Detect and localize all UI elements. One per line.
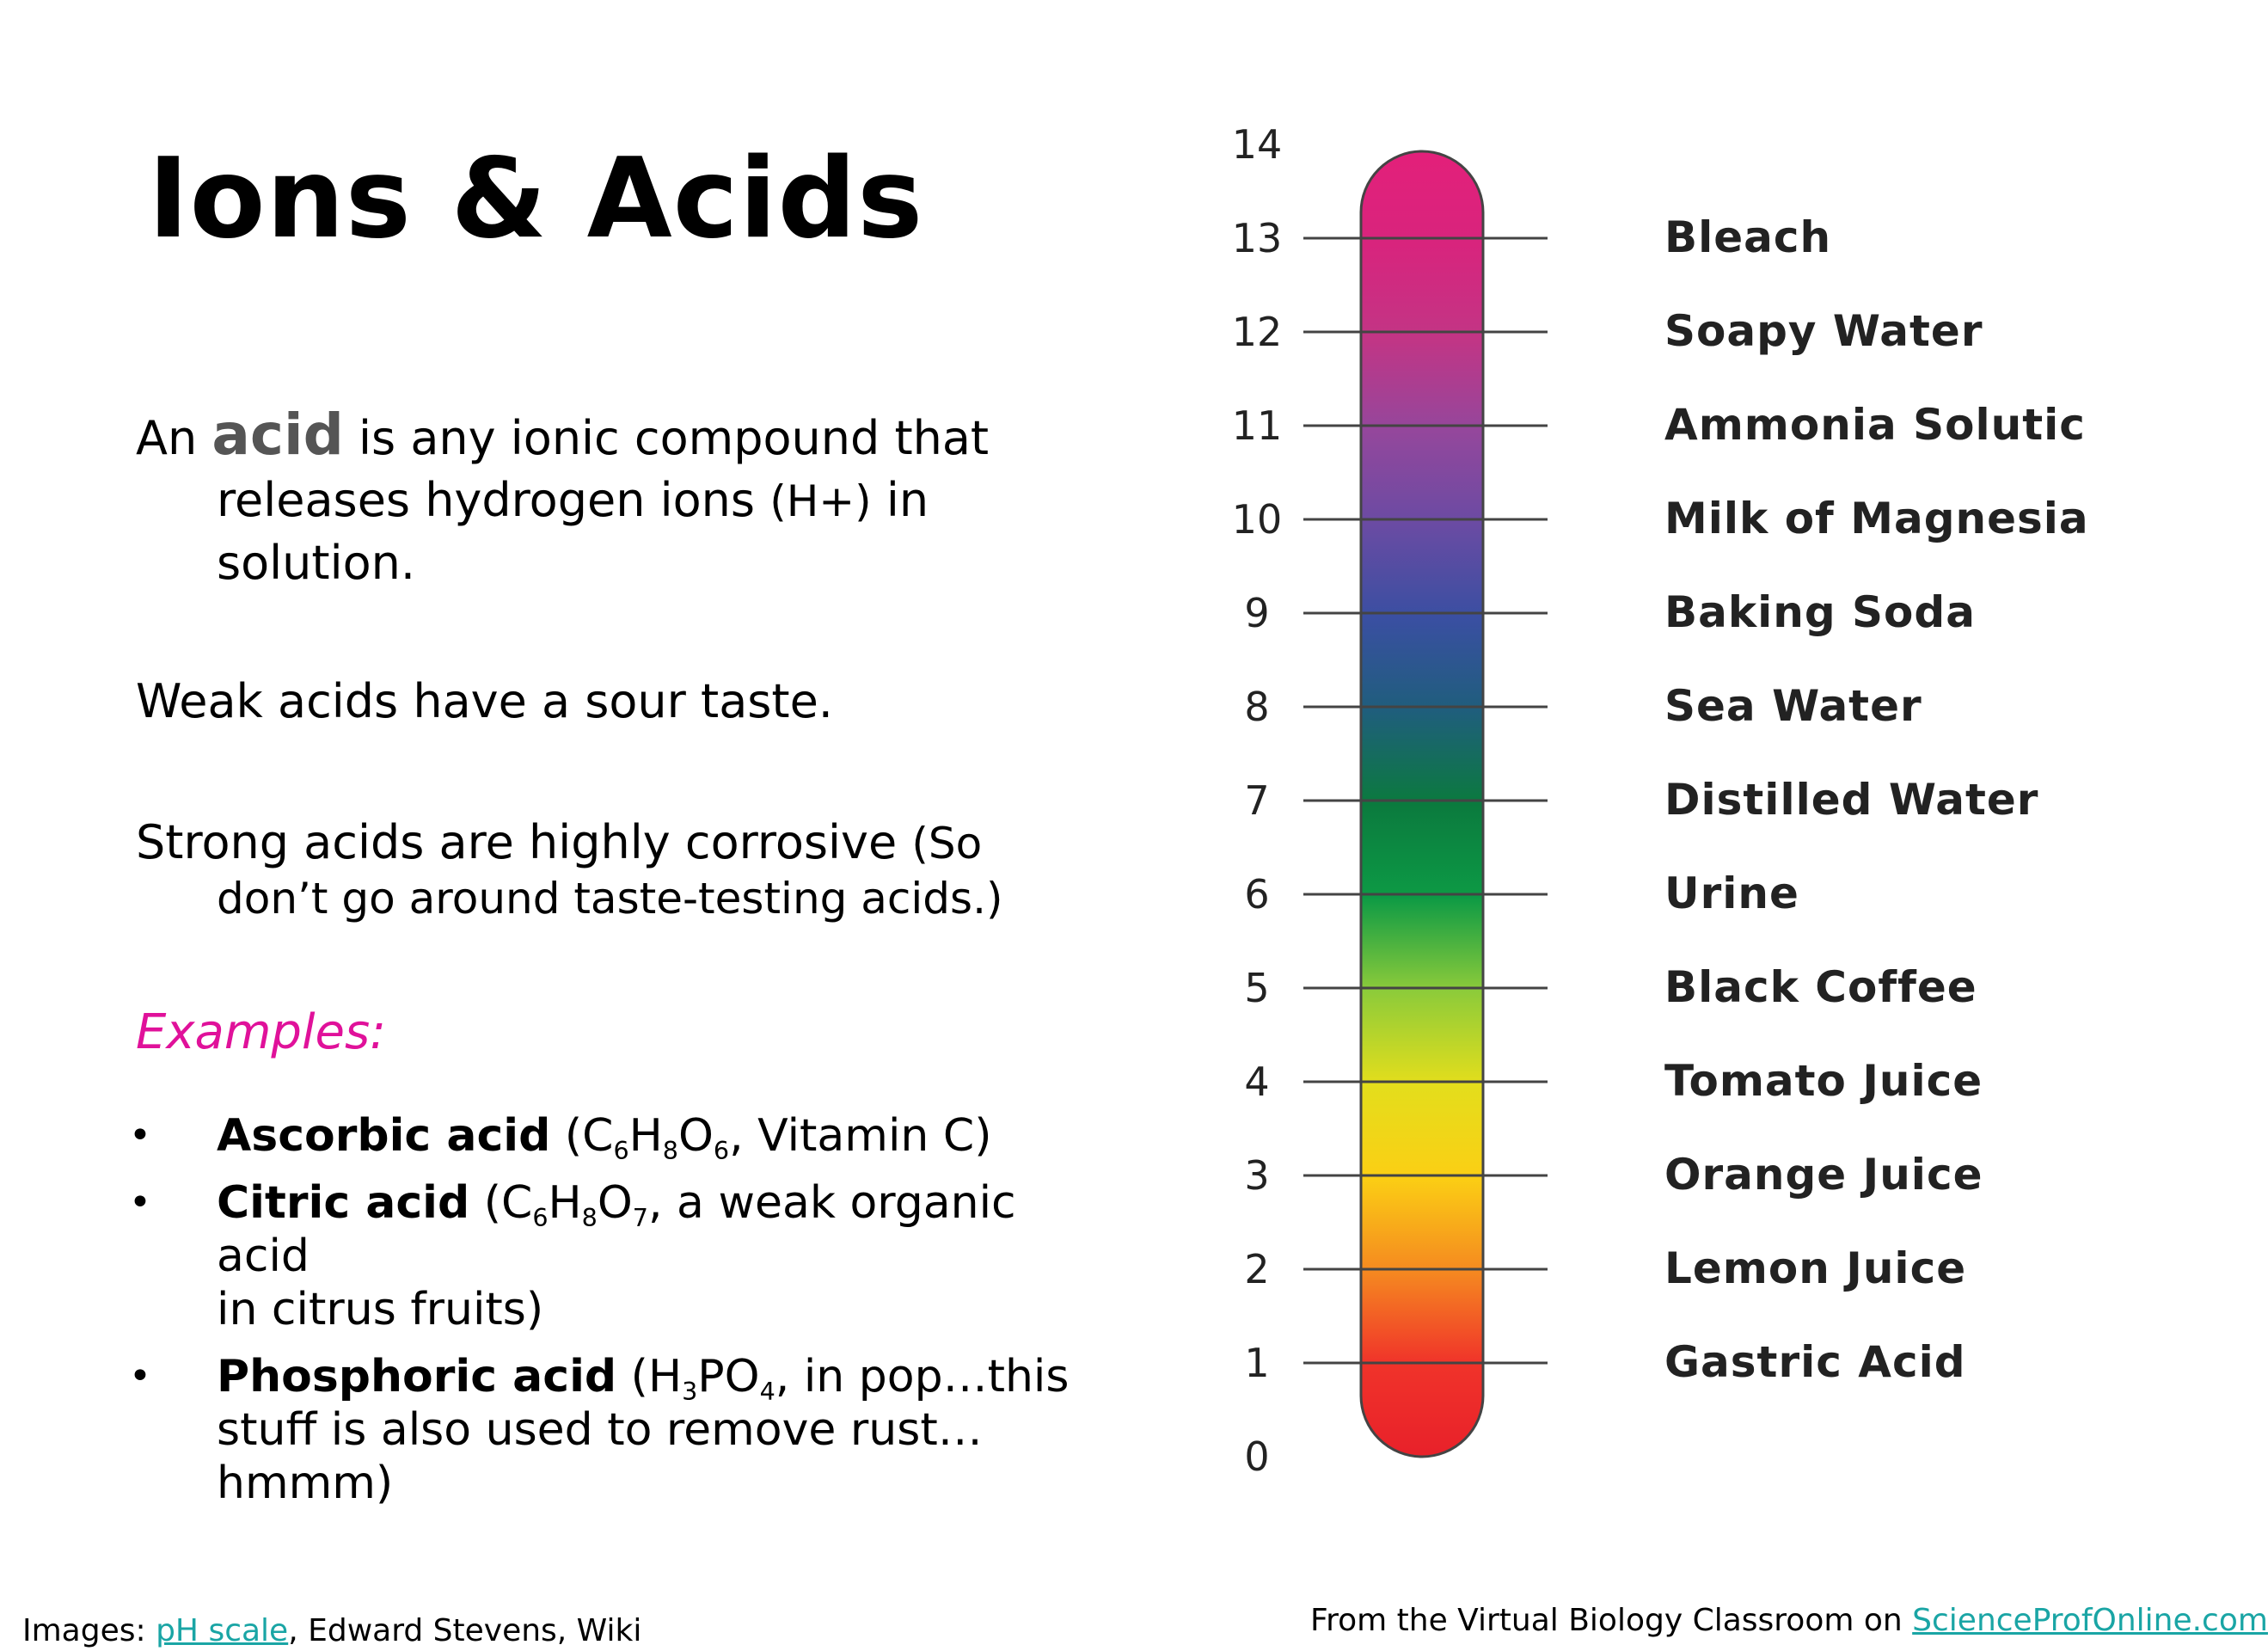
formula-part: (C bbox=[469, 1177, 533, 1229]
example-name: Citric acid bbox=[217, 1177, 470, 1229]
example-rest: , a weak organic acid bbox=[217, 1177, 1016, 1282]
ph-tick-label: 13 bbox=[1231, 215, 1283, 261]
ph-ticks bbox=[1232, 121, 1283, 1480]
acid-keyword: acid bbox=[211, 402, 344, 468]
formula-part: PO bbox=[697, 1351, 760, 1402]
formula-part: (H bbox=[616, 1351, 683, 1402]
ph-tick-label: 2 bbox=[1244, 1246, 1270, 1292]
ph-substance-label: Ammonia Solutic bbox=[1664, 400, 2086, 450]
example-rest: , Vitamin C) bbox=[729, 1110, 992, 1162]
ph-tick-label: 3 bbox=[1244, 1152, 1270, 1199]
ph-substance-label: Tomato Juice bbox=[1664, 1056, 1983, 1106]
def-line3: solution. bbox=[217, 536, 416, 590]
examples-heading: Examples: bbox=[136, 1004, 386, 1060]
ph-substance-label: Sea Water bbox=[1664, 681, 1922, 731]
ph-tick-label: 5 bbox=[1244, 965, 1270, 1011]
ph-substance-label: Distilled Water bbox=[1664, 775, 2039, 825]
example-name: Phosphoric acid bbox=[217, 1351, 617, 1402]
ph-substance-label: Gastric Acid bbox=[1664, 1337, 1966, 1387]
formula-sub: 3 bbox=[682, 1377, 698, 1406]
example-line2: in citrus fruits) bbox=[217, 1284, 544, 1335]
formula-sub: 6 bbox=[532, 1203, 549, 1232]
ph-scale-link[interactable]: pH scale bbox=[156, 1613, 289, 1648]
ph-substance-label: Milk of Magnesia bbox=[1664, 494, 2089, 543]
example-line2: stuff is also used to remove rust…hmmm) bbox=[217, 1404, 983, 1509]
formula-part: O bbox=[597, 1177, 633, 1229]
ph-substance-label: Baking Soda bbox=[1664, 587, 1976, 637]
ph-tick-label: 1 bbox=[1244, 1340, 1270, 1386]
formula-part: H bbox=[628, 1110, 663, 1162]
formula-sub: 4 bbox=[759, 1377, 775, 1406]
hydrogen-ion: (H+) bbox=[769, 476, 872, 526]
ph-tick-label: 8 bbox=[1244, 684, 1270, 730]
strong-line1: Strong acids are highly corrosive bbox=[136, 815, 912, 869]
ph-tick-label: 4 bbox=[1244, 1059, 1270, 1105]
example-name: Ascorbic acid bbox=[217, 1110, 551, 1162]
bullet-dot: • bbox=[129, 1354, 151, 1398]
ph-color-bar bbox=[1361, 151, 1483, 1457]
ph-tick-label: 6 bbox=[1244, 871, 1270, 918]
ph-tick-label: 9 bbox=[1244, 590, 1270, 636]
ph-substance-label: Soapy Water bbox=[1664, 306, 1983, 356]
def-prefix: An bbox=[136, 411, 212, 465]
formula-sub: 7 bbox=[632, 1203, 648, 1232]
ph-substance-label: Black Coffee bbox=[1664, 962, 1977, 1012]
formula-part: H bbox=[548, 1177, 582, 1229]
ph-substance-label: Lemon Juice bbox=[1664, 1243, 1967, 1293]
scienceprof-link[interactable]: ScienceProfOnline.com bbox=[1912, 1603, 2268, 1638]
ph-tick-label: 11 bbox=[1231, 402, 1283, 449]
strong-note: (So bbox=[911, 819, 983, 868]
weak-acids-text: Weak acids have a sour taste. bbox=[136, 674, 833, 728]
source-credit bbox=[1310, 1603, 2268, 1638]
ph-substance-label: Urine bbox=[1664, 868, 1799, 918]
ph-tick-label: 14 bbox=[1231, 121, 1283, 168]
ph-tick-label: 12 bbox=[1231, 309, 1283, 355]
image-credit bbox=[22, 1613, 641, 1648]
example-rest: , in pop…this bbox=[775, 1351, 1070, 1402]
credit-prefix: Images: bbox=[22, 1613, 156, 1648]
ph-tick-label: 0 bbox=[1244, 1433, 1270, 1480]
def-line2-end: in bbox=[871, 473, 929, 527]
def-line2-text: releases hydrogen ions bbox=[217, 473, 770, 527]
formula-part: (C bbox=[550, 1110, 614, 1162]
strong-line2: don’t go around taste-testing acids.) bbox=[217, 874, 1003, 924]
ph-substance-labels bbox=[1664, 212, 2089, 1387]
ph-substance-label: Bleach bbox=[1664, 212, 1832, 262]
page-title: Ions & Acids bbox=[148, 135, 924, 263]
formula-sub: 8 bbox=[581, 1203, 598, 1232]
formula-sub: 6 bbox=[713, 1136, 730, 1165]
ph-substance-label: Orange Juice bbox=[1664, 1150, 1983, 1200]
bullet-dot: • bbox=[129, 1114, 151, 1157]
formula-part: O bbox=[677, 1110, 714, 1162]
ph-tick-label: 7 bbox=[1244, 777, 1270, 824]
bullet-dot: • bbox=[129, 1181, 151, 1224]
formula-sub: 6 bbox=[613, 1136, 629, 1165]
def-line1-rest: is any ionic compound that bbox=[343, 411, 990, 465]
source-prefix: From the Virtual Biology Classroom on bbox=[1310, 1603, 1913, 1638]
credit-rest: , Edward Stevens, Wiki bbox=[288, 1613, 642, 1648]
ph-tick-label: 10 bbox=[1231, 496, 1283, 543]
formula-sub: 8 bbox=[662, 1136, 678, 1165]
